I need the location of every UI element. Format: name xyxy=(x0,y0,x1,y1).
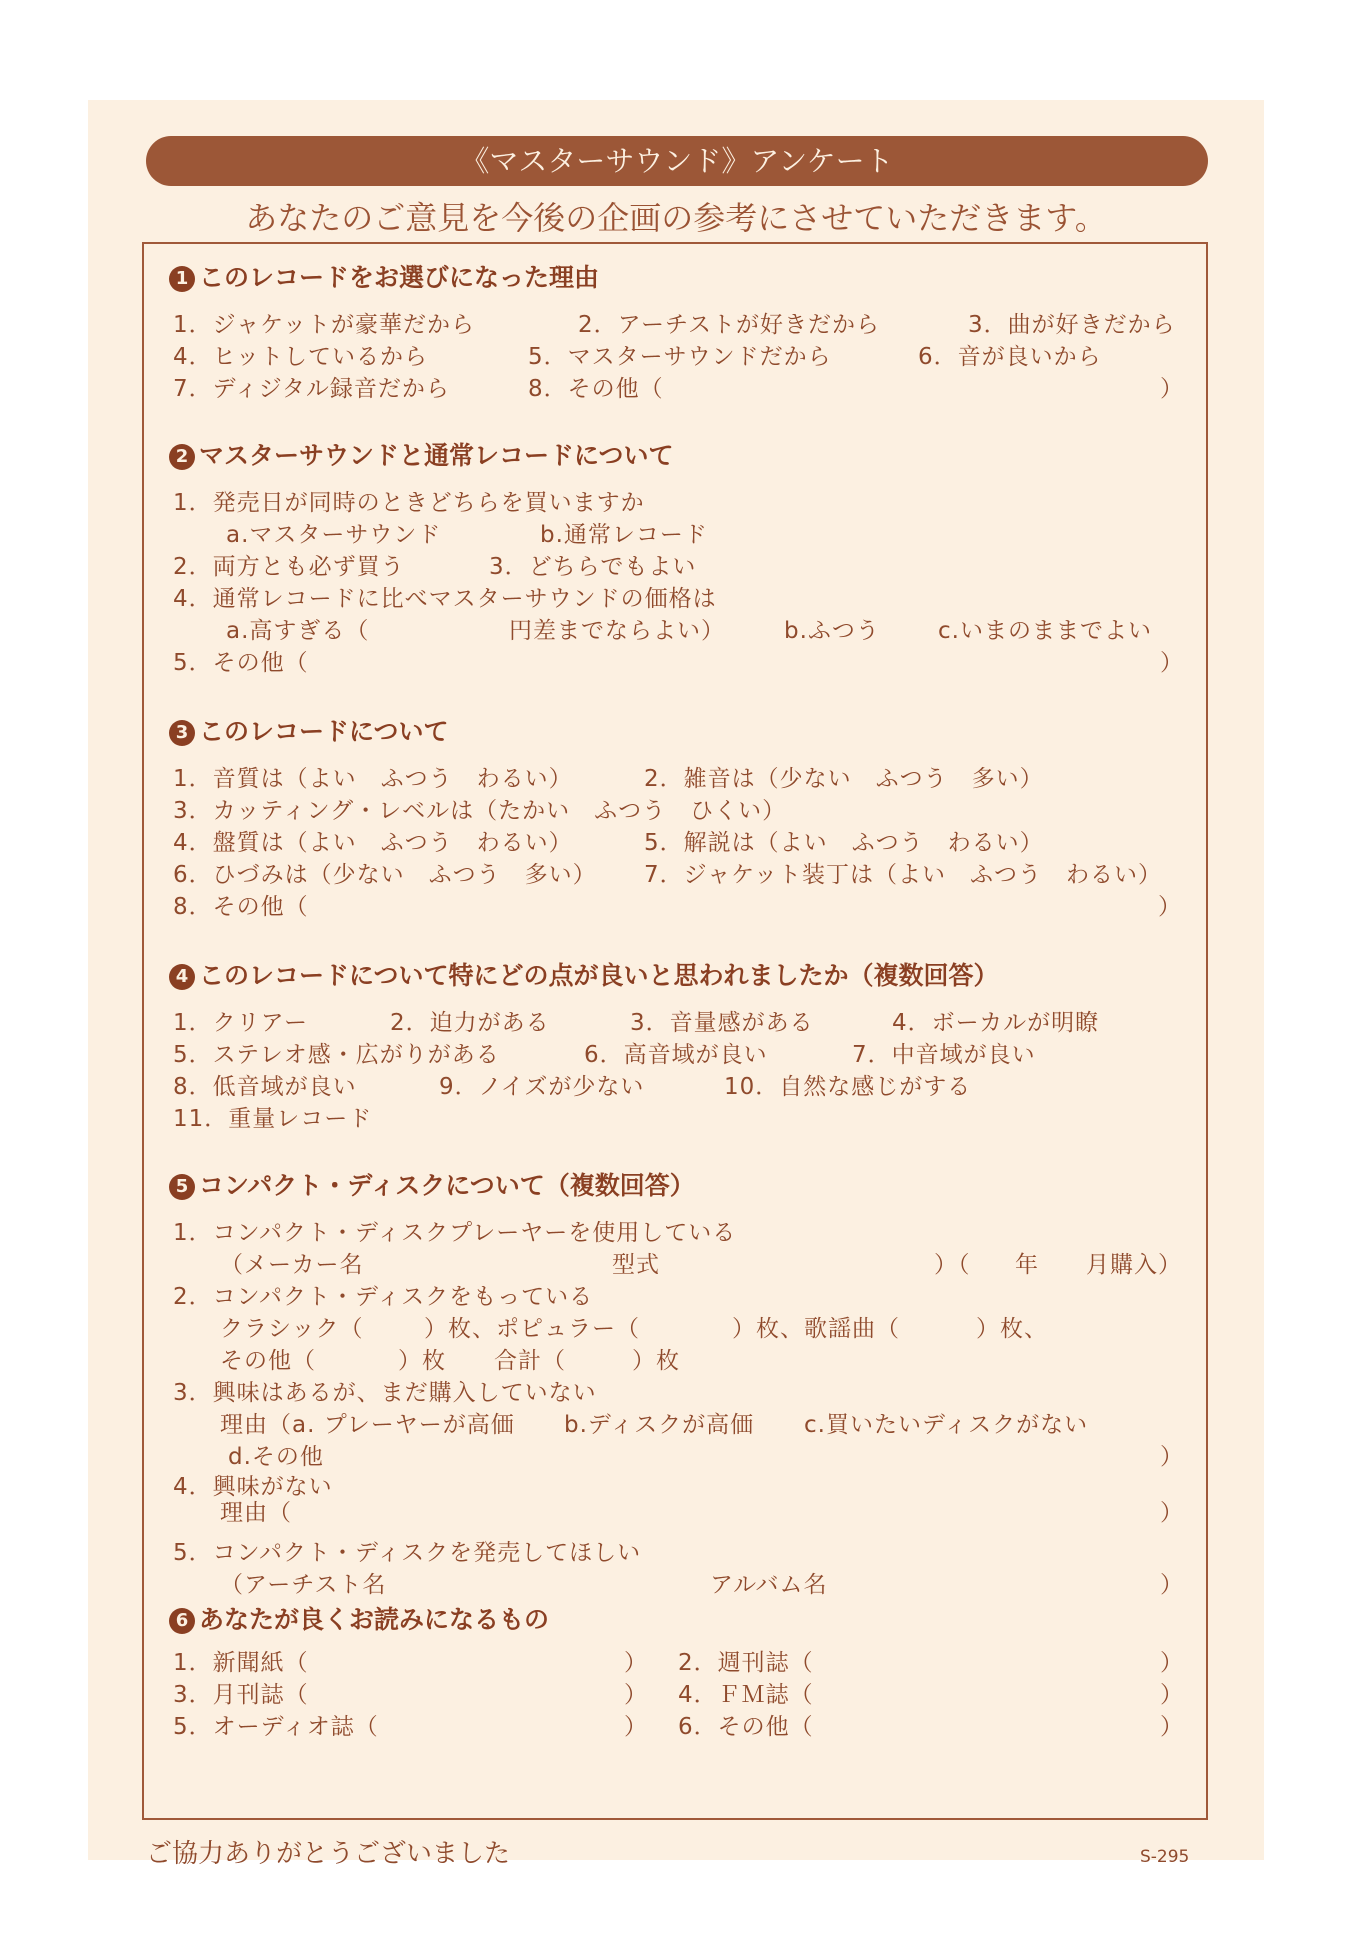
q3-number-badge: 3 xyxy=(169,720,195,746)
q5-field: d.その他 xyxy=(228,1444,324,1470)
q2-option: a.マスターサウンド xyxy=(226,522,442,548)
q2-option: 5．その他（ xyxy=(173,650,309,676)
q5-field: ）（ xyxy=(934,1252,971,1278)
q4-heading xyxy=(169,960,999,992)
q5-line: 1．コンパクト・ディスクプレーヤーを使用している xyxy=(173,1220,737,1246)
q4-option: 11．重量レコード xyxy=(173,1106,373,1132)
q4-option: 3．音量感がある xyxy=(630,1010,814,1036)
q3-option: 7．ジャケット装丁は（よい ふつう わるい） xyxy=(644,862,1163,888)
q1-heading xyxy=(169,262,599,294)
q6-close-paren: ） xyxy=(624,1714,648,1740)
q6-close-paren: ） xyxy=(624,1650,648,1676)
q1-option: 1．ジャケットが豪華だから xyxy=(173,312,476,338)
q2-option: 円差までならよい） xyxy=(509,618,725,644)
q4-option: 8．低音域が良い xyxy=(173,1074,357,1100)
q5-field: b.ディスクが高価 xyxy=(564,1412,755,1438)
q1-number-badge: 1 xyxy=(169,266,195,292)
q6-heading-text: あなたが良くお読みになるもの xyxy=(199,1605,550,1634)
q5-field: 合計（ xyxy=(494,1348,566,1374)
q2-heading xyxy=(169,440,674,472)
form-code: S-295 xyxy=(1140,1847,1190,1867)
q4-option: 5．ステレオ感・広がりがある xyxy=(173,1042,500,1068)
q5-field: ）枚、ポピュラー（ xyxy=(424,1316,640,1342)
subtitle: あなたのご意見を今後の企画の参考にさせていただきます。 xyxy=(245,199,1107,237)
q5-field: その他（ xyxy=(220,1348,316,1374)
q5-close-paren: ） xyxy=(1160,1572,1184,1598)
q1-close-paren: ） xyxy=(1160,376,1184,402)
q5-field: ）枚 xyxy=(398,1348,446,1374)
q2-line: 4．通常レコードに比べマスターサウンドの価格は xyxy=(173,586,717,612)
q4-option: 2．迫力がある xyxy=(390,1010,550,1036)
q5-field: クラシック（ xyxy=(220,1316,364,1342)
q5-field: （アーチスト名 xyxy=(220,1572,387,1598)
q3-option: 1．音質は（よい ふつう わるい） xyxy=(173,766,573,792)
q5-field: 型式 xyxy=(612,1252,660,1278)
q5-number-badge: 5 xyxy=(169,1174,195,1200)
q4-option: 9．ノイズが少ない xyxy=(439,1074,645,1100)
q2-line: 1．発売日が同時のときどちらを買いますか xyxy=(173,490,645,516)
q5-field: c.買いたいディスクがない xyxy=(804,1412,1089,1438)
q6-option: 6．その他（ xyxy=(678,1714,814,1740)
q3-option: 4．盤質は（よい ふつう わるい） xyxy=(173,830,573,856)
q4-option: 7．中音域が良い xyxy=(852,1042,1036,1068)
q6-close-paren: ） xyxy=(1160,1714,1184,1740)
q6-number-badge: 6 xyxy=(169,1608,195,1634)
q3-option: 3．カッティング・レベルは（たかい ふつう ひくい） xyxy=(173,798,787,824)
q2-option: 3．どちらでもよい xyxy=(489,554,697,580)
q6-option: 4．ＦＭ誌（ xyxy=(678,1682,814,1708)
q2-option: 2．両方とも必ず買う xyxy=(173,554,405,580)
questions-box xyxy=(142,242,1208,1820)
q5-close-paren: ） xyxy=(1160,1444,1184,1470)
q6-option: 3．月刊誌（ xyxy=(173,1682,309,1708)
q6-close-paren: ） xyxy=(1160,1682,1184,1708)
q2-number-badge: 2 xyxy=(169,444,195,470)
q2-close-paren: ） xyxy=(1160,650,1184,676)
q1-option: 6．音が良いから xyxy=(918,344,1102,370)
q5-field: ）枚、 xyxy=(976,1316,1048,1342)
q2-option: b.通常レコード xyxy=(540,522,708,548)
q4-heading-text: このレコードについて特にどの点が良いと思われましたか（複数回答） xyxy=(199,961,999,990)
q4-option: 1．クリアー xyxy=(173,1010,308,1036)
q4-number-badge: 4 xyxy=(169,964,195,990)
q5-field: ）枚、歌謡曲（ xyxy=(732,1316,900,1342)
q3-option: 2．雑音は（少ない ふつう 多い） xyxy=(644,766,1044,792)
q5-heading-text: コンパクト・ディスクについて（複数回答） xyxy=(199,1171,695,1200)
q5-close-paren: ） xyxy=(1160,1500,1184,1526)
q1-option: 3．曲が好きだから xyxy=(968,312,1176,338)
q3-option: 5．解説は（よい ふつう わるい） xyxy=(644,830,1044,856)
q4-option: 4．ボーカルが明瞭 xyxy=(892,1010,1100,1036)
q3-option: 8．その他（ xyxy=(173,894,309,920)
q4-option: 6．高音域が良い xyxy=(584,1042,768,1068)
q3-heading xyxy=(169,716,449,748)
q6-option: 1．新聞紙（ xyxy=(173,1650,309,1676)
q2-heading-text: マスターサウンドと通常レコードについて xyxy=(199,441,674,470)
q1-option: 5．マスターサウンドだから xyxy=(528,344,832,370)
q5-field: 月購入） xyxy=(1086,1252,1182,1278)
q2-option: b.ふつう xyxy=(784,618,880,644)
q3-heading-text: このレコードについて xyxy=(199,717,449,746)
q5-line: 5．コンパクト・ディスクを発売してほしい xyxy=(173,1540,642,1566)
q1-option: 4．ヒットしているから xyxy=(173,344,428,370)
q5-field: 理由（ xyxy=(220,1500,292,1526)
q5-heading xyxy=(169,1170,695,1202)
q5-line: 2．コンパクト・ディスクをもっている xyxy=(173,1284,594,1310)
q5-field: ）枚 xyxy=(632,1348,680,1374)
q5-line: 3．興味はあるが、まだ購入していない xyxy=(173,1380,597,1406)
questionnaire-sheet xyxy=(88,100,1264,1869)
q5-field: 理由（a. プレーヤーが高価 xyxy=(220,1412,515,1438)
q5-field: 年 xyxy=(1015,1252,1039,1278)
q1-option: 2．アーチストが好きだから xyxy=(578,312,881,338)
q6-close-paren: ） xyxy=(624,1682,648,1708)
q6-close-paren: ） xyxy=(1160,1650,1184,1676)
q3-close-paren: ） xyxy=(1158,894,1182,920)
q6-option: 5．オーディオ誌（ xyxy=(173,1714,379,1740)
q1-heading-text: このレコードをお選びになった理由 xyxy=(199,263,600,292)
q1-option: 7．ディジタル録音だから xyxy=(173,376,450,402)
q2-option: a.高すぎる（ xyxy=(226,618,370,644)
thanks-note: ご協力ありがとうございました xyxy=(146,1839,511,1869)
q6-option: 2．週刊誌（ xyxy=(678,1650,814,1676)
title-banner: 《マスターサウンド》アンケート xyxy=(146,136,1208,186)
q1-option: 8．その他（ xyxy=(528,376,664,402)
q5-field: アルバム名 xyxy=(710,1572,828,1598)
q4-option: 10．自然な感じがする xyxy=(724,1074,972,1100)
q3-option: 6．ひづみは（少ない ふつう 多い） xyxy=(173,862,597,888)
q6-heading xyxy=(169,1604,549,1636)
q2-option: c.いまのままでよい xyxy=(938,618,1152,644)
q5-line: 4．興味がない xyxy=(173,1474,333,1500)
q5-field: （メーカー名 xyxy=(220,1252,364,1278)
